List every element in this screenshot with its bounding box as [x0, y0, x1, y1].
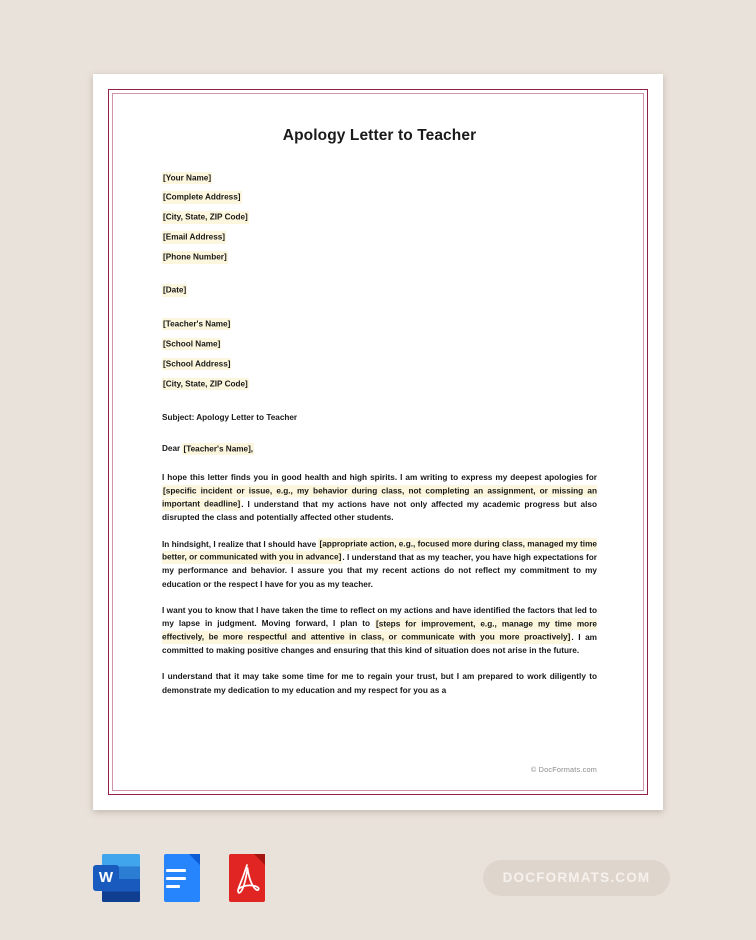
recipient-line: [162, 340, 597, 349]
date-text: [Date]: [163, 285, 187, 295]
paragraph-text: . I am committed to making positive changes and ensuring that this kind of situation does not arise in the future.: [162, 632, 597, 656]
salutation-placeholder: [Teacher's Name],: [183, 444, 254, 454]
sender-line: [162, 234, 597, 243]
paragraph-text: In hindsight, I realize that I should have: [162, 539, 319, 549]
sender-line-text: [Your Name]: [163, 173, 212, 182]
sender-line-text: [Email Address]: [163, 232, 226, 242]
date-line: [162, 287, 597, 296]
recipient-line-text: [School Address]: [163, 359, 231, 369]
format-icon-group: [93, 852, 271, 904]
recipient-line: [162, 320, 597, 329]
spacer: [162, 400, 597, 413]
word-icon-letter: W: [93, 865, 119, 891]
recipient-line-text: [Teacher's Name]: [163, 319, 231, 329]
recipient-line-text: [School Name]: [163, 339, 221, 349]
google-docs-icon-fold: [189, 854, 200, 865]
page-title: Apology Letter to Teacher: [282, 127, 477, 144]
sender-line: [162, 214, 597, 223]
word-icon[interactable]: [93, 852, 141, 904]
body-paragraph: [162, 604, 597, 657]
body-paragraph: [162, 471, 597, 524]
spacer: [162, 274, 597, 287]
paragraph-text: I understand that it may take some time for me to regain your trust, but I am prepared to work diligently to demonstrate my dedication to my education and my respect for you as a: [162, 672, 597, 695]
paragraph-text: . I understand that my actions have not only affected my academic progress but also disrupted the class and potentially affected other students.: [162, 499, 597, 523]
paragraph-text: I hope this letter finds you in good health and high spirits. I am writing to express my deepest apologies for: [162, 473, 597, 483]
google-docs-icon-line: [166, 877, 186, 880]
placeholder-highlight: [specific incident or issue, e.g., my behavior during class, not completing an assignment, or missing an important deadline]: [162, 486, 597, 509]
salutation-line: [162, 444, 597, 453]
letter-content: [162, 114, 597, 774]
recipient-line: [162, 360, 597, 369]
salutation-prefix: Dear: [162, 444, 183, 454]
recipient-address-block: [162, 320, 597, 388]
recipient-line-text: [City, State, ZIP Code]: [163, 379, 248, 389]
sender-line-text: [Complete Address]: [163, 192, 241, 202]
document-page: [93, 74, 663, 810]
sender-line: [162, 194, 597, 203]
pdf-icon[interactable]: [223, 852, 271, 904]
sender-line: [162, 174, 597, 183]
recipient-line: [162, 380, 597, 389]
body-paragraph: [162, 538, 597, 591]
spacer: [162, 422, 597, 444]
paragraph-text: I want you to know that I have taken the time to reflect on my actions and have identified the factors that led to my lapse in judgment. Moving forward, I plan to: [162, 605, 597, 629]
google-docs-icon-line: [166, 885, 180, 888]
letter-body: [162, 471, 597, 697]
placeholder-highlight: [steps for improvement, e.g., manage my time more effectively, be more respectful and attentive in class, or communicate with you more proactively]: [162, 619, 597, 642]
sender-line-text: [Phone Number]: [163, 252, 227, 262]
body-paragraph: [162, 670, 597, 697]
paragraph-text: . I understand that as my teacher, you have high expectations for my performance and behavior. I assure you that my recent actions do not reflect my commitment to my education or the respect I have for you as my teacher.: [162, 552, 597, 589]
subject-line: Subject: Apology Letter to Teacher: [162, 413, 298, 423]
spacer: [162, 453, 597, 471]
google-docs-icon-line: [166, 869, 186, 872]
pdf-icon-acrobat-glyph: [223, 852, 271, 904]
placeholder-highlight: [appropriate action, e.g., focused more during class, managed my time better, or communicated with you in advance]: [162, 539, 597, 562]
sender-line-text: [City, State, ZIP Code]: [163, 212, 248, 222]
google-docs-icon[interactable]: [158, 852, 206, 904]
sender-line: [162, 254, 597, 263]
bottom-bar: [0, 838, 756, 940]
sender-address-block: [162, 174, 597, 262]
brand-badge: DOCFORMATS.COM: [483, 860, 670, 896]
document-footer: © DocFormats.com: [530, 765, 597, 774]
